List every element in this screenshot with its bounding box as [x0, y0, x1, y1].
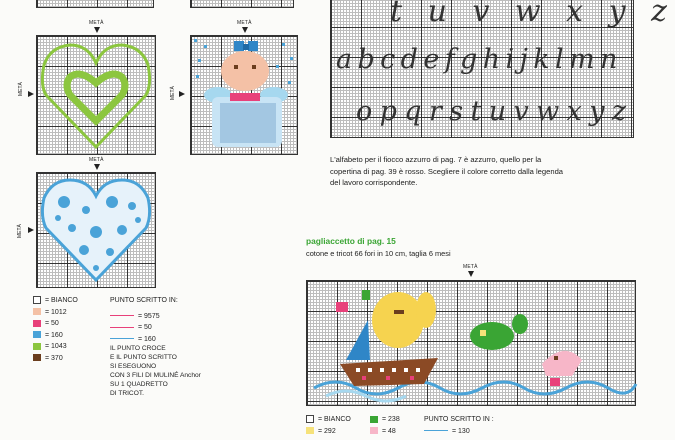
legend-item: = 292 [306, 426, 386, 438]
backstitch-item: = 160 [110, 334, 210, 346]
backstitch-title: PUNTO SCRITTO IN: [110, 297, 178, 304]
backstitch-legend [110, 295, 210, 345]
backstitch-title: PUNTO SCRITTO IN : [424, 416, 494, 423]
backstitch-item: = 130 [424, 426, 544, 438]
centre-label-side: METÀ [18, 82, 24, 96]
alphabet-row-2: o p q r s t u v w x y z [356, 96, 626, 127]
baby-pattern [190, 35, 298, 155]
centre-arrow [242, 27, 248, 33]
legend-swatch [33, 320, 41, 327]
centre-label: METÀ [89, 157, 104, 163]
legend-item: = 370 [33, 353, 113, 365]
alphabet-top-row: t u v w x y z [390, 0, 675, 29]
stitch-note: IL PUNTO CROCE E IL PUNTO SCRITTO SI ESEGUONO CON 3 FILI DI MULINÉ Anchor SU 1 QUADRETTO DI TRICOT. [110, 345, 201, 397]
backstitch-item: = 9575 [110, 311, 210, 323]
project-title: pagliaccetto di pag. 15 [306, 236, 396, 246]
legend-swatch [306, 415, 314, 423]
centre-arrow [94, 27, 100, 33]
alphabet-row-1: a b c d e f g h i j k l m n [336, 44, 616, 75]
legend-swatch [33, 308, 41, 315]
bottom-backstitch-legend [424, 414, 544, 437]
legend-item: = 238 [370, 414, 430, 426]
legend-swatch [306, 427, 314, 434]
legend-item: = 1043 [33, 341, 113, 353]
centre-arrow [94, 164, 100, 170]
legend-item: = 1012 [33, 307, 113, 319]
legend-swatch [33, 354, 41, 361]
bottom-colour-legend-2 [370, 414, 430, 437]
centre-label: METÀ [463, 264, 478, 270]
chart-grid-top-left-2 [190, 0, 294, 8]
legend-swatch [33, 296, 41, 304]
legend-item: = 48 [370, 426, 430, 438]
legend-item: = BIANCO [33, 295, 113, 307]
chart-grid-top-left-1 [36, 0, 154, 8]
heart-pattern [36, 35, 156, 155]
centre-label: METÀ [89, 20, 104, 26]
backstitch-item: = 50 [110, 322, 210, 334]
legend-swatch [33, 331, 41, 338]
legend-swatch [370, 416, 378, 423]
centre-arrow-side [28, 227, 34, 233]
centre-label: METÀ [237, 20, 252, 26]
legend-item: = BIANCO [306, 414, 386, 426]
legend-item: = 160 [33, 330, 113, 342]
centre-label-side: METÀ [170, 86, 176, 100]
legend-swatch [33, 343, 41, 350]
centre-label-side: METÀ [17, 224, 23, 238]
legend-swatch [370, 427, 378, 434]
dotted-heart-pattern [36, 172, 156, 288]
colour-legend [33, 295, 113, 364]
boat-pattern [306, 280, 636, 406]
alphabet-caption: L'alfabeto per il fiocco azzurro di pag. 7 è azzurro, quello per la copertina di pag. 39 è rosso. Scegliere il colore corretto dalla legenda del lavoro corrispondente. [330, 155, 564, 187]
centre-arrow [468, 271, 474, 277]
project-subtitle: cotone e tricot 66 fori in 10 cm, taglia 6 mesi [306, 249, 451, 258]
legend-item: = 50 [33, 318, 113, 330]
centre-arrow-side [28, 91, 34, 97]
centre-arrow-side [179, 91, 185, 97]
